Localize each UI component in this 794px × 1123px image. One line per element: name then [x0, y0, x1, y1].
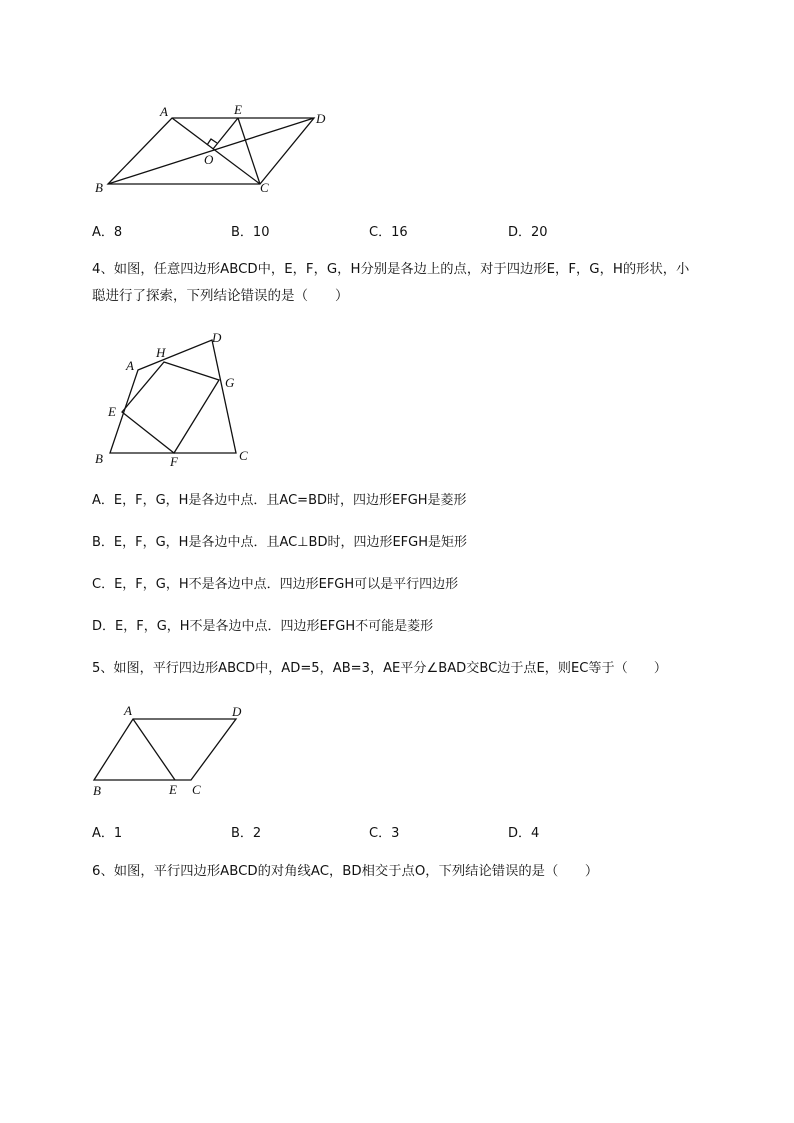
- q3-option-d[interactable]: D．20: [508, 225, 548, 240]
- q4-label-h: H: [156, 345, 166, 360]
- q4-label-f: F: [170, 454, 178, 469]
- q5-option-a[interactable]: A．1: [92, 826, 123, 841]
- q5-figure: [88, 700, 258, 800]
- q3-options: [92, 221, 692, 239]
- q4-label-g: G: [225, 375, 235, 390]
- q3-label-e: E: [234, 102, 242, 117]
- q4-label-a: A: [126, 358, 134, 373]
- q4-stem-line2: 聪进行了探索，下列结论错误的是（ ）: [92, 288, 349, 304]
- q4-label-b: B: [95, 451, 103, 466]
- q3-label-a: A: [160, 104, 168, 119]
- q4-option-d[interactable]: D．E，F，G，H不是各边中点．四边形EFGH不可能是菱形: [92, 619, 434, 634]
- q3-diagonal-bd: [108, 118, 314, 184]
- q5-option-c[interactable]: C．3: [369, 826, 400, 841]
- q3-segment-ec: [238, 118, 260, 184]
- q4-option-c[interactable]: C．E，F，G，H不是各边中点．四边形EFGH可以是平行四边形: [92, 577, 459, 592]
- q3-label-d: D: [316, 111, 326, 126]
- q3-option-c[interactable]: C．16: [369, 225, 408, 240]
- q4-label-d: D: [212, 330, 222, 345]
- q5-options: [92, 822, 692, 840]
- q3-segment-eo: [213, 118, 238, 149]
- q4-label-e: E: [108, 404, 116, 419]
- q3-label-b: B: [95, 180, 103, 195]
- q3-figure: [88, 100, 348, 200]
- q6-stem: 6、如图，平行四边形ABCD的对角线AC，BD相交于点O，下列结论错误的是（ ）: [92, 864, 599, 879]
- q3-option-a[interactable]: A．8: [92, 225, 123, 240]
- q5-parallelogram: [94, 719, 236, 780]
- q3-label-c: C: [260, 180, 269, 195]
- q4-figure: [88, 326, 268, 471]
- q5-label-a: A: [124, 703, 132, 718]
- q5-label-e: E: [169, 782, 177, 797]
- q5-label-d: D: [232, 704, 242, 719]
- q5-label-c: C: [192, 782, 201, 797]
- q3-label-o: O: [204, 152, 214, 167]
- q3-option-b[interactable]: B．10: [231, 225, 270, 240]
- q3-right-angle-mark: [207, 139, 217, 145]
- q4-option-a[interactable]: A．E，F，G，H是各边中点．且AC=BD时，四边形EFGH是菱形: [92, 493, 467, 508]
- q5-stem: 5、如图，平行四边形ABCD中，AD=5，AB=3，AE平分∠BAD交BC边于点E，则EC等于（ ）: [92, 661, 667, 676]
- q5-option-b[interactable]: B．2: [231, 826, 262, 841]
- q4-label-c: C: [239, 448, 248, 463]
- q4-stem-line1: 4、如图，任意四边形ABCD中，E，F，G，H分别是各边上的点，对于四边形E，F，G，H的形状，小: [92, 262, 690, 277]
- q5-option-d[interactable]: D．4: [508, 826, 540, 841]
- q5-segment-ae: [133, 719, 175, 780]
- q5-label-b: B: [93, 783, 101, 798]
- q3-diagonal-ac: [172, 118, 260, 184]
- q4-option-b[interactable]: B．E，F，G，H是各边中点．且AC⊥BD时，四边形EFGH是矩形: [92, 535, 467, 550]
- q4-quadrilateral-abcd: [110, 340, 236, 453]
